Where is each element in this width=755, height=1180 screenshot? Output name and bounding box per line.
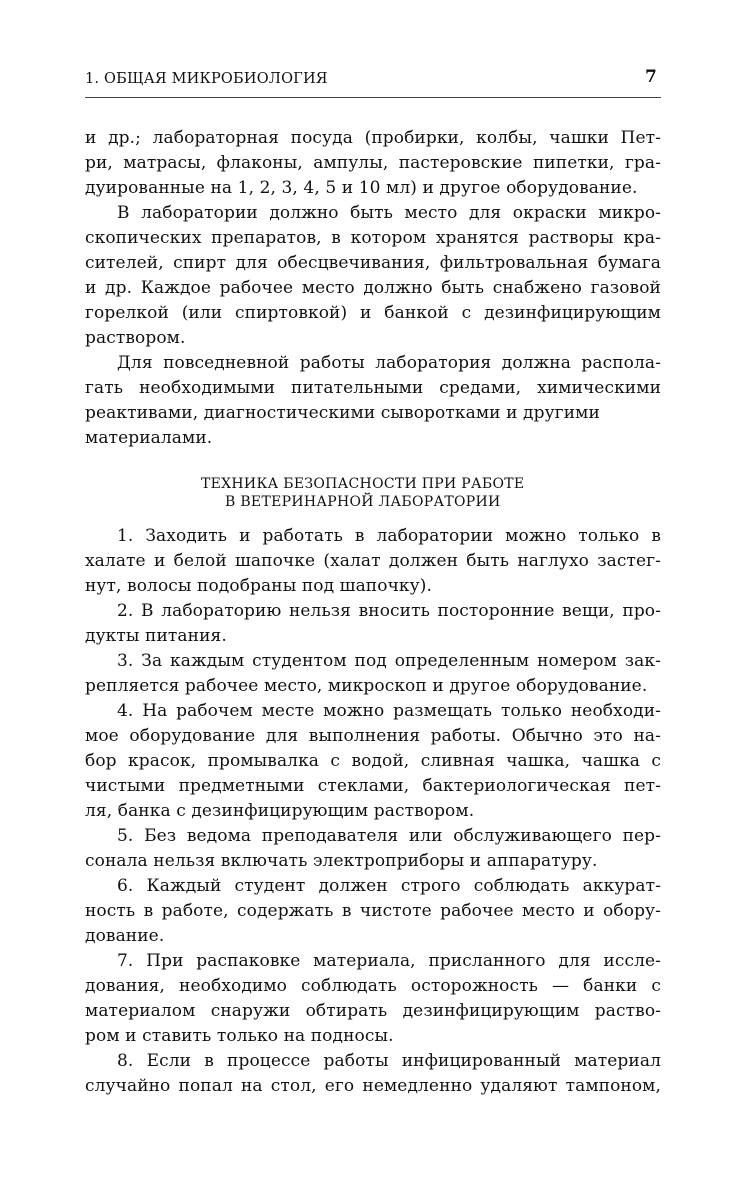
text-line: ри, матрасы, флаконы, ампулы, пастеровские пипетки, гра- (85, 153, 661, 173)
text-line: материалом снаружи обтирать дезинфицирующим раство- (85, 1001, 661, 1021)
text-line: 4. На рабочем месте можно размещать только необходи- (117, 701, 661, 721)
text-line: ность в работе, содержать в чистоте рабочее место и обору- (85, 901, 661, 921)
text-line: 7. При распаковке материала, присланного для иссле- (117, 951, 661, 971)
text-line: случайно попал на стол, его немедленно удаляют тампоном, (85, 1076, 661, 1096)
text-line: дования, необходимо соблюдать осторожность — банки с (85, 976, 661, 996)
page-number: 7 (645, 67, 657, 87)
text-line: горелкой (или спиртовкой) и банкой с дезинфицирующим (85, 303, 661, 323)
text-line: скопических препаратов, в котором хранятся растворы кра- (85, 228, 661, 248)
text-line: нут, волосы подобраны под шапочку). (85, 576, 432, 596)
text-line: 6. Каждый студент должен строго соблюдать аккурат- (117, 876, 661, 896)
text-line: 1. Заходить и работать в лаборатории можно только в (117, 526, 661, 546)
text-line: дукты питания. (85, 626, 227, 646)
text-line: 8. Если в процессе работы инфицированный материал (117, 1051, 661, 1071)
text-line: реактивами, диагностическими сыворотками и другими (85, 403, 600, 423)
text-line: 2. В лабораторию нельзя вносить посторонние вещи, про- (117, 601, 661, 621)
text-line: 3. За каждым студентом под определенным номером зак- (117, 651, 661, 671)
text-line: и др.; лабораторная посуда (пробирки, колбы, чашки Пет- (85, 128, 661, 148)
text-line: бор красок, промывалка с водой, сливная чашка, чашка с (85, 751, 661, 771)
text-line: Для повседневной работы лаборатория должна распола- (117, 353, 661, 373)
text-line: 5. Без ведома преподавателя или обслуживающего пер- (117, 826, 661, 846)
text-line: сителей, спирт для обесцвечивания, фильтровальная бумага (85, 253, 661, 273)
text-line: и др. Каждое рабочее место должно быть снабжено газовой (85, 278, 661, 298)
section-heading-line: В ВЕТЕРИНАРНОЙ ЛАБОРАТОРИИ (225, 494, 501, 510)
text-line: В лаборатории должно быть место для окраски микро- (117, 203, 661, 223)
text-line: сонала нельзя включать электроприборы и аппаратуру. (85, 851, 598, 871)
text-line: раствором. (85, 328, 186, 348)
running-head: 1. ОБЩАЯ МИКРОБИОЛОГИЯ (85, 71, 328, 87)
section-heading-line: ТЕХНИКА БЕЗОПАСНОСТИ ПРИ РАБОТЕ (201, 476, 525, 492)
text-line: ля, банка с дезинфицирующим раствором. (85, 801, 475, 821)
text-line: ром и ставить только на подносы. (85, 1026, 394, 1046)
text-line: халате и белой шапочке (халат должен быть наглухо застег- (85, 551, 661, 571)
text-line: мое оборудование для выполнения работы. Обычно это на- (85, 726, 661, 746)
text-line: дование. (85, 926, 165, 946)
text-line: гать необходимыми питательными средами, химическими (85, 378, 661, 398)
text-line: репляется рабочее место, микроскоп и другое оборудование. (85, 676, 648, 696)
text-line: чистыми предметными стеклами, бактериологическая пет- (85, 776, 661, 796)
text-line: дуированные на 1, 2, 3, 4, 5 и 10 мл) и другое оборудование. (85, 178, 638, 198)
header-rule (85, 97, 661, 98)
text-line: материалами. (85, 428, 213, 448)
